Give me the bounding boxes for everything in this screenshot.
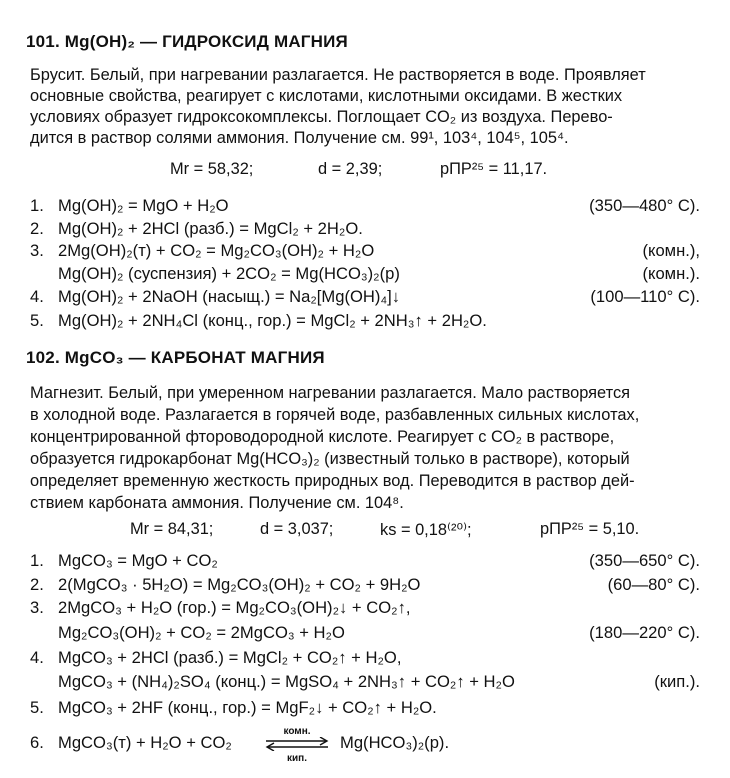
equation-text: Mg(OH)₂ (суспензия) + 2CO₂ = Mg(HCO₃)₂(р): [58, 264, 400, 283]
solubility-product: рПР²⁵ = 5,10.: [540, 520, 640, 538]
equation-number: 4.: [30, 648, 44, 667]
equilibrium-arrows-icon: [264, 737, 330, 751]
equilibrium-arrow: [262, 726, 332, 764]
equation-number: 1.: [30, 551, 44, 570]
equation-text: MgCO₃ + 2HF (конц., гор.) = MgF₂↓ + CO₂↑ + H₂O.: [58, 698, 437, 717]
solubility-coefficient: ks = 0,18⁽²⁰⁾;: [380, 521, 472, 539]
equation-number: 1.: [30, 196, 44, 215]
equation-number: 2.: [30, 219, 44, 238]
equation-condition: (комн.),: [642, 241, 700, 260]
density: d = 2,39;: [318, 160, 383, 178]
equation-text: Mg(OH)₂ + 2NaOH (насыщ.) = Na₂[Mg(OH)₄]↓: [58, 287, 401, 306]
desc-line: Магнезит. Белый, при умеренном нагревании разлагается. Мало растворяется: [30, 384, 631, 402]
solubility-product: рПР²⁵ = 11,17.: [440, 160, 548, 178]
equation-number: 5.: [30, 311, 44, 330]
equation-condition: (кип.).: [654, 672, 700, 691]
equation-condition: (100—110° C).: [590, 287, 700, 306]
equation-text: Mg(OH)₂ + 2HCl (разб.) = MgCl₂ + 2H₂O.: [58, 219, 363, 238]
equation-text: Mg(OH)₂ = MgO + H₂O: [58, 196, 229, 215]
equation-text: Mg(OH)₂ + 2NH₄Cl (конц., гор.) = MgCl₂ + 2NH₃↑ + 2H₂O.: [58, 311, 487, 330]
section-102-heading: 102. MgCO₃ — КАРБОНАТ МАГНИЯ: [26, 348, 325, 367]
equation-condition: (350—650° C).: [589, 551, 700, 570]
equation-text: MgCO₃ = MgO + CO₂: [58, 551, 218, 570]
molar-mass: Mr = 84,31;: [130, 520, 214, 538]
desc-line: образуется гидрокарбонат Mg(HCO₃)₂ (известный только в растворе), который: [30, 450, 630, 468]
equation-condition: (350—480° C).: [589, 196, 700, 215]
desc-line: дится в раствор солями аммония. Получение см. 99¹, 103⁴, 104⁵, 105⁴.: [30, 129, 569, 147]
equation-number: 5.: [30, 698, 44, 717]
equation-6-left: MgCO₃(т) + H₂O + CO₂: [58, 733, 232, 752]
equation-text: MgCO₃ + (NH₄)₂SO₄ (конц.) = MgSO₄ + 2NH₃↑ + CO₂↑ + H₂O: [58, 672, 515, 691]
section-101-heading: 101. Mg(OH)₂ — ГИДРОКСИД МАГНИЯ: [26, 32, 348, 51]
equation-number: 3.: [30, 241, 44, 260]
arrow-label-below: кип.: [287, 753, 307, 764]
desc-line: определяет временную жесткость природных вод. Переводится в раствор дей-: [30, 472, 635, 490]
equation-number: 6.: [30, 733, 44, 752]
equation-number: 2.: [30, 575, 44, 594]
desc-line: Брусит. Белый, при нагревании разлагается. Не растворяется в воде. Проявляет: [30, 66, 646, 84]
arrow-label-above: комн.: [283, 726, 311, 737]
equation-number: 3.: [30, 598, 44, 617]
desc-line: ствием карбоната аммония. Получение см. 104⁸.: [30, 494, 404, 512]
equation-text: MgCO₃ + 2HCl (разб.) = MgCl₂ + CO₂↑ + H₂O,: [58, 648, 402, 667]
equation-number: 4.: [30, 287, 44, 306]
equation-6-right: Mg(HCO₃)₂(р).: [340, 733, 450, 752]
equation-condition: (60—80° C).: [607, 575, 700, 594]
equation-condition: (комн.).: [642, 264, 700, 283]
equation-text: 2MgCO₃ + H₂O (гор.) = Mg₂CO₃(OH)₂↓ + CO₂↑,: [58, 598, 411, 617]
equation-text: Mg₂CO₃(OH)₂ + CO₂ = 2MgCO₃ + H₂O: [58, 623, 345, 642]
desc-line: основные свойства, реагирует с кислотами, кислотными оксидами. В жестких: [30, 87, 623, 105]
molar-mass: Mr = 58,32;: [170, 160, 254, 178]
equation-text: 2Mg(OH)₂(т) + CO₂ = Mg₂CO₃(OH)₂ + H₂O: [58, 241, 375, 260]
equation-condition: (180—220° C).: [589, 623, 700, 642]
desc-line: концентрированной фтороводородной кислоте. Реагирует с CO₂ в растворе,: [30, 428, 615, 446]
desc-line: в холодной воде. Разлагается в горячей воде, разбавленных сильных кислотах,: [30, 406, 640, 424]
desc-line: условиях образует гидроксокомплексы. Поглощает CO₂ из воздуха. Перево-: [30, 108, 613, 126]
density: d = 3,037;: [260, 520, 334, 538]
equation-text: 2(MgCO₃ · 5H₂O) = Mg₂CO₃(OH)₂ + CO₂ + 9H₂O: [58, 575, 421, 594]
